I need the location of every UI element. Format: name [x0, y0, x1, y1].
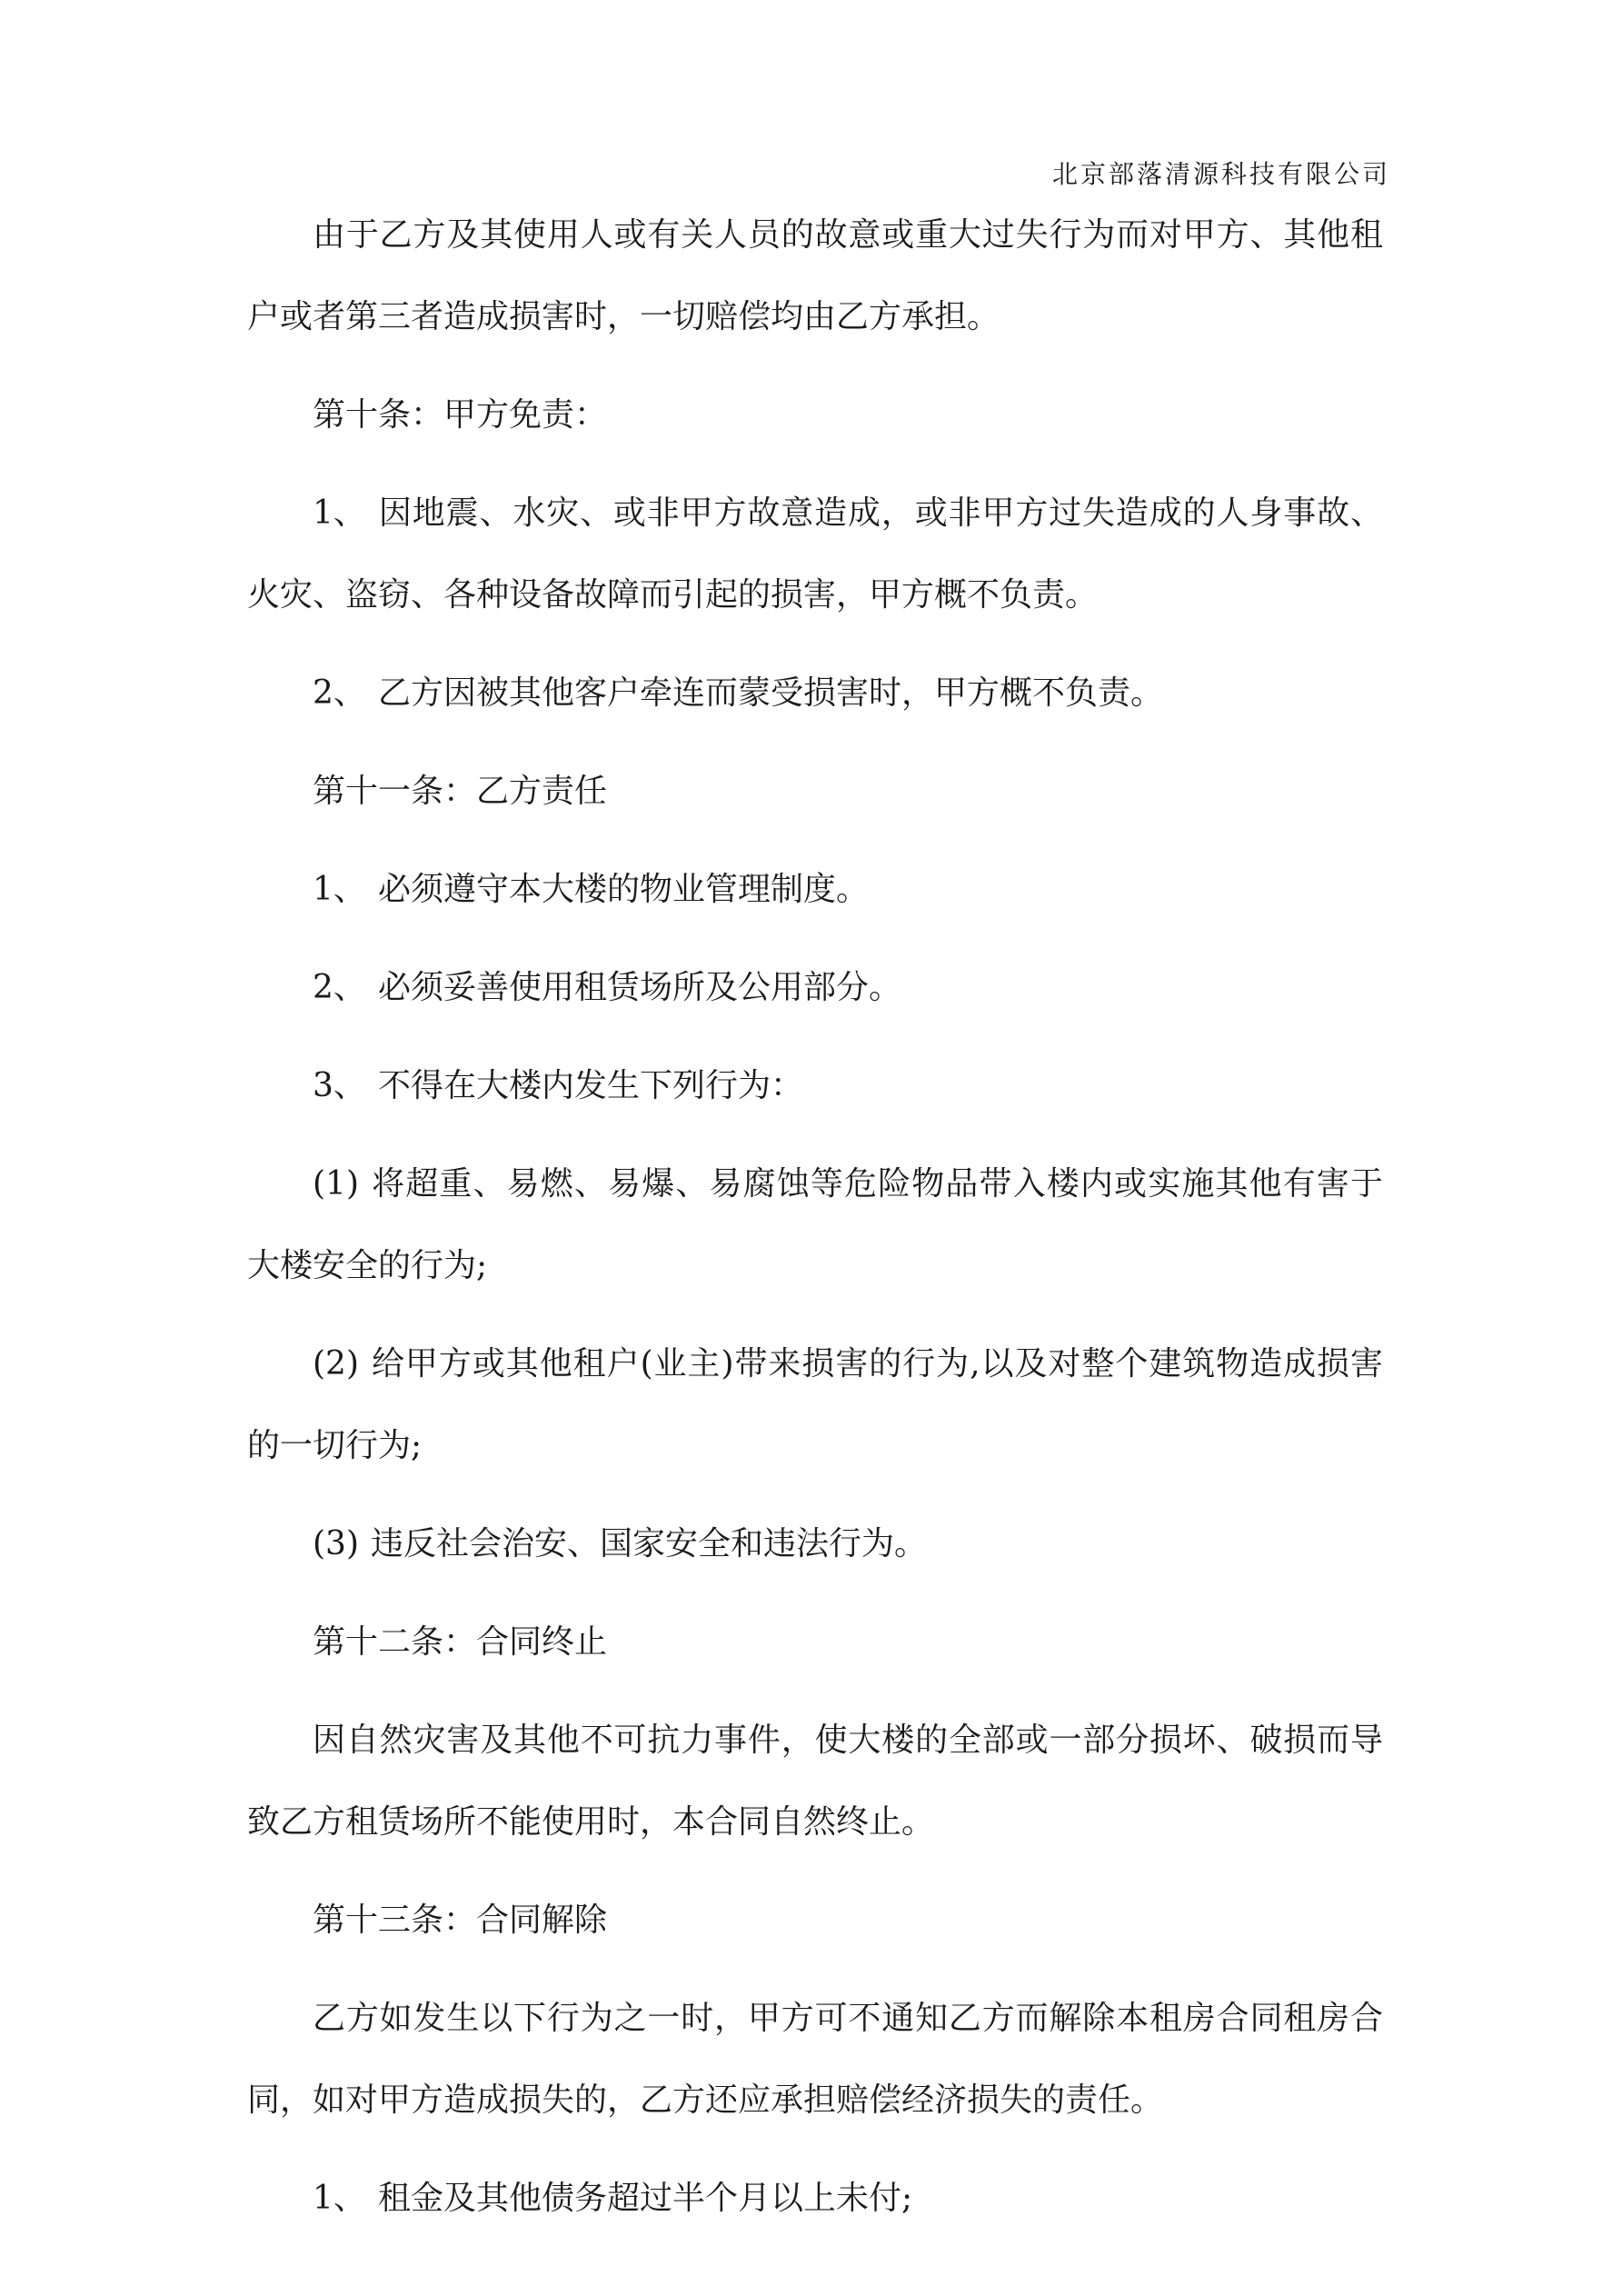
sublist-number: (3)	[313, 1525, 359, 1562]
article-10-item-1	[247, 473, 1383, 636]
sublist-text: 违反社会治安、国家安全和违法行为。	[371, 1525, 928, 1562]
list-number: 2、	[313, 674, 366, 712]
list-text: 不得在大楼内发生下列行为：	[378, 1067, 804, 1104]
list-number: 2、	[313, 969, 366, 1006]
sublist-text: 给甲方或其他租户(业主)带来损害的行为,以及对整个建筑物造成损害的一切行为;	[247, 1345, 1383, 1464]
list-text: 因地震、水灾、或非甲方故意造成，或非甲方过失造成的人身事故、火灾、盗窃、各种设备故障而引起的损害，甲方概不负责。	[247, 494, 1383, 614]
list-text: 必须妥善使用租赁场所及公用部分。	[378, 969, 902, 1006]
document-body	[247, 195, 1383, 2240]
article-10-item-2	[247, 653, 1383, 734]
list-number: 3、	[313, 1067, 366, 1104]
list-number: 1、	[313, 871, 366, 908]
sublist-number: (2)	[313, 1345, 359, 1383]
list-number: 1、	[313, 2180, 366, 2217]
article-13-item-1	[247, 2158, 1383, 2240]
article-12-text: 因自然灾害及其他不可抗力事件，使大楼的全部或一部分损坏、破损而导致乙方租赁场所不能使用时，本合同自然终止。	[247, 1722, 1383, 1841]
list-text: 乙方因被其他客户牵连而蒙受损害时，甲方概不负责。	[378, 674, 1164, 712]
sublist-number: (1)	[313, 1165, 359, 1203]
header-company-name: 北京部落清源科技有限公司	[1051, 159, 1390, 189]
article-13-text: 乙方如发生以下行为之一时，甲方可不通知乙方而解除本租房合同租房合同，如对甲方造成损失的，乙方还应承担赔偿经济损失的责任。	[247, 2000, 1383, 2119]
article-11-subitem-3	[247, 1503, 1383, 1585]
article-11-item-2	[247, 947, 1383, 1029]
article-11-item-1	[247, 849, 1383, 931]
article-11-item-3	[247, 1045, 1383, 1127]
sublist-text: 将超重、易燃、易爆、易腐蚀等危险物品带入楼内或实施其他有害于大楼安全的行为;	[247, 1165, 1383, 1284]
article-12-title: 第十二条：合同终止	[313, 1623, 608, 1661]
paragraph-compensation: 由于乙方及其使用人或有关人员的故意或重大过失行为而对甲方、其他租户或者第三者造成损害时，一切赔偿均由乙方承担。	[247, 216, 1383, 335]
list-text: 必须遵守本大楼的物业管理制度。	[378, 871, 870, 908]
article-13-title: 第十三条：合同解除	[313, 1902, 608, 1939]
article-11-subitem-2	[247, 1323, 1383, 1487]
list-number: 1、	[313, 494, 366, 532]
list-text: 租金及其他债务超过半个月以上未付;	[378, 2180, 913, 2217]
article-11-subitem-1	[247, 1143, 1383, 1307]
article-10-title: 第十条：甲方免责：	[313, 396, 608, 434]
article-11-title: 第十一条：乙方责任	[313, 773, 608, 810]
